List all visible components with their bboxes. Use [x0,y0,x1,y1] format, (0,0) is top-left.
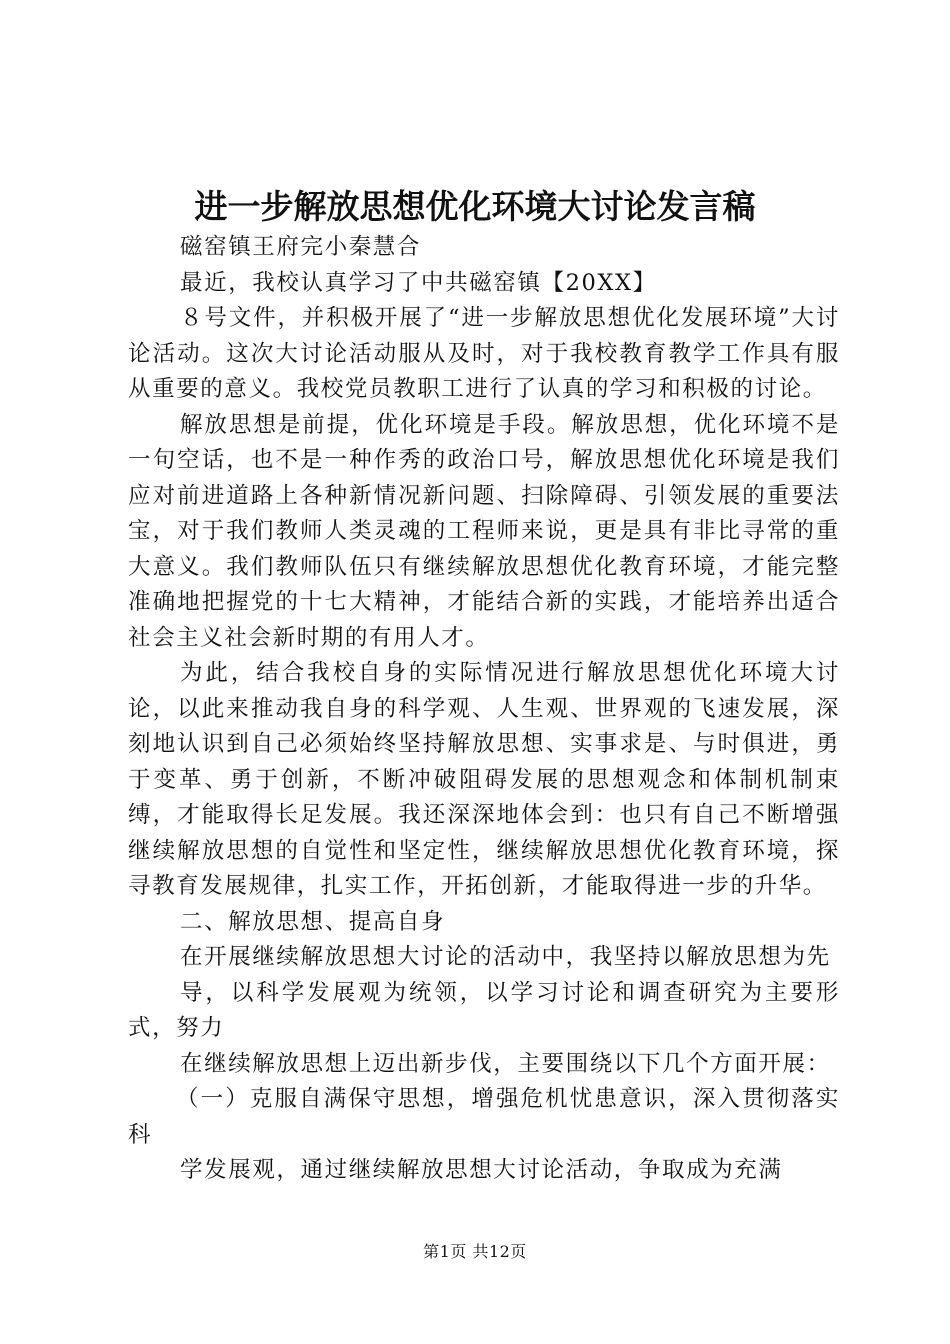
document-title: 进一步解放思想优化环境大讨论发言稿 [194,187,756,226]
paragraph: 学发展观，通过继续解放思想大讨论活动，争取成为充满 [180,1157,783,1183]
paragraph: 导，以科学发展观为统领，以学习讨论和调查研究为主要形式，努力 [128,979,840,1041]
paragraph: （一）克服自满保守思想，增强危机忧患意识，深入贯彻落实科 [128,1086,840,1148]
paragraph: 在继续解放思想上迈出新步伐，主要围绕以下几个方面开展： [180,1050,831,1077]
paragraph: 解放思想是前提，优化环境是手段。解放思想，优化环境不是一句空话，也不是一种作秀的政治口号，解放思想优化环境是我们应对前进道路上各种新情况新问题、扫除障碍、引领发展的重要法宝，对于我们教师人类灵魂的工程师来说，更是具有非比寻常的重大意义。我们教师队伍只有继续解放思想优化教育环境，才能完整准确地把握党的十七大精神，才能结合新的实践，才能培养出适合社会主义社会新时期的有用人才。 [128,411,840,651]
paragraph: 为此，结合我校自身的实际情况进行解放思想优化环境大讨论，以此来推动我自身的科学观、人生观、世界观的飞速发展，深刻地认识到自己必须始终坚持解放思想、实事求是、与时俱进，勇于变革、勇于创新，不断冲破阻碍发展的思想观念和体制机制束缚，才能取得长足发展。我还深深地体会到：也只有自己不断增强继续解放思想的自觉性和坚定性，继续解放思想优化教育环境，探寻教育发展规律，扎实工作，开拓创新，才能取得进一步的升华。 [128,660,840,899]
paragraph: 在开展继续解放思想大讨论的活动中，我坚持以解放思想为先 [180,944,831,970]
paragraph: ８号文件，并积极开展了“进一步解放思想优化发展环境”大讨论活动。这次大讨论活动服从及时，对于我校教育教学工作具有服从重要的意义。我校党员教职工进行了认真的学习和积极的讨论。 [128,305,840,402]
paragraph: 最近，我校认真学习了中共磁窑镇【20XX】 [180,269,657,296]
document-body [128,230,840,1189]
author-line: 磁窑镇王府完小秦慧合 [180,234,422,260]
section-heading: 二、解放思想、提高自身 [180,908,446,935]
page-number-footer: 第1页 共12页 [423,1242,527,1261]
